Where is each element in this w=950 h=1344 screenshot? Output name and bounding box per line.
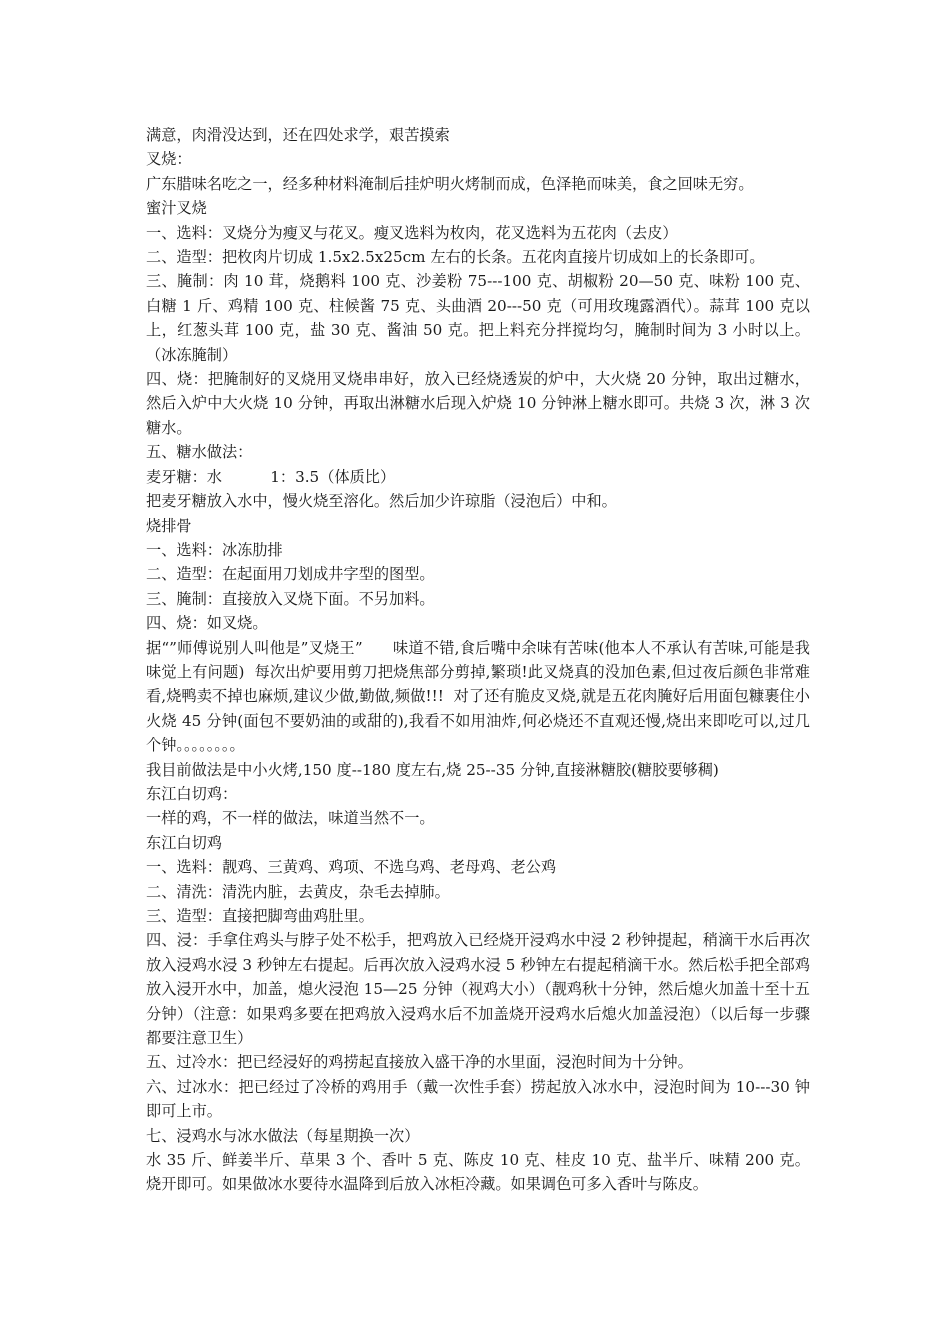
paragraph: 二、造型：在起面用刀划成井字型的图型。: [146, 565, 435, 584]
paragraph: 满意，肉滑没达到，还在四处求学，艰苦摸索: [146, 126, 450, 144]
paragraph: 二、造型：把枚肉片切成 1.5x2.5x25cm 左右的长条。五花肉直接片切成如上的长条即可。: [146, 248, 765, 267]
section-heading-spare-ribs: 烧排骨: [146, 516, 192, 535]
paragraph: 我目前做法是中小火烤,150 度--180 度左右,烧 25--35 分钟,直接淋糖胶(糖胶要够稠): [146, 760, 719, 779]
paragraph: 四、烧：如叉烧。: [146, 614, 268, 633]
section-heading-white-cut-chicken: 东江白切鸡：: [146, 784, 238, 803]
paragraph: 二、清洗：清洗内脏，去黄皮，杂毛去掉肺。: [146, 882, 450, 901]
paragraph: 七、浸鸡水与冰水做法（每星期换一次）: [146, 1126, 420, 1145]
paragraph: 三、腌制：肉 10 茸，烧鹅料 100 克、沙姜粉 75---100 克、胡椒粉 20—50 克、味粉 100 克、白糖 1 斤、鸡精 100 克、柱候酱 75 克、头曲酒 20---50 克（可用玫瑰露酒代）。蒜茸 100 克以上，红葱头茸 100 克，盐 30 克、酱油 50 克。把上料充分拌搅均匀，腌制时间为 3 小时以上。（冰冻腌制）: [146, 272, 810, 364]
paragraph: 一、选料：叉烧分为瘦叉与花叉。瘦叉选料为枚肉，花叉选料为五花肉（去皮）: [146, 223, 678, 242]
paragraph: 三、造型：直接把脚弯曲鸡肚里。: [146, 907, 374, 925]
section-heading-honey-chashao: 蜜汁叉烧: [146, 199, 207, 218]
paragraph: 四、浸：手拿住鸡头与脖子处不松手，把鸡放入已经烧开浸鸡水中浸 2 秒钟提起，稍滴干水后再次放入浸鸡水浸 3 秒钟左右提起。后再次放入浸鸡水浸 5 秒钟左右提起稍滴干水。然后松手把全部鸡放入浸开水中，加盖，熄火浸泡 15—25 分钟（视鸡大小）（靓鸡秋十分钟，然后熄火加盖十至十五分钟）（注意：如果鸡多要在把鸡放入浸鸡水后不加盖烧开浸鸡水后熄火加盖浸泡）（以后每一步骤都要注意卫生）: [146, 931, 810, 1048]
document-body: [146, 123, 810, 1197]
paragraph: 广东腊味名吃之一，经多种材料淹制后挂炉明火烤制而成，色泽艳而味美，食之回味无穷。: [146, 174, 754, 193]
paragraph: 四、烧：把腌制好的叉烧用叉烧串串好，放入已经烧透炭的炉中，大火烧 20 分钟，取出过糖水，然后入炉中大火烧 10 分钟，再取出淋糖水后现入炉烧 10 分钟淋上糖水即可。共烧 3 次，淋 3 次糖水。: [146, 370, 810, 437]
paragraph: 三、腌制：直接放入叉烧下面。不另加料。: [146, 589, 435, 608]
section-heading-chashao: 叉烧：: [146, 150, 192, 169]
paragraph: 把麦牙糖放入水中，慢火烧至溶化。然后加少许琼脂（浸泡后）中和。: [146, 492, 617, 511]
paragraph: 一、选料：冰冻肋排: [146, 540, 283, 559]
paragraph: 水 35 斤、鲜姜半斤、草果 3 个、香叶 5 克、陈皮 10 克、桂皮 10 克、盐半斤、味精 200 克。烧开即可。如果做冰水要待水温降到后放入冰柜冷藏。如果调色可多入香叶与陈皮。: [146, 1151, 810, 1194]
paragraph: 麦牙糖：水 1：3.5（体质比）: [146, 467, 396, 486]
paragraph: 一、选料：靓鸡、三黄鸡、鸡项、不选乌鸡、老母鸡、老公鸡: [146, 858, 557, 877]
section-heading-white-cut-chicken-recipe: 东江白切鸡: [146, 833, 222, 852]
paragraph: 据“”师傅说别人叫他是”叉烧王” 味道不错,食后嘴中余味有苦味(他本人不承认有苦味,可能是我味觉上有问题) 每次出炉要用剪刀把烧焦部分剪掉,繁琐!此叉烧真的没加色素,但过夜后颜色非常难看,烧鸭卖不掉也麻烦,建议少做,勤做,频做!!! 对了还有脆皮叉烧,就是五花肉腌好后用面包糠裹住小火烧 45 分钟(面包不要奶油的或甜的),我看不如用油炸,何必烧还不直观还慢,烧出来即吃可以,过几个钟。。。。。。。。: [146, 638, 810, 755]
paragraph: 五、过冷水：把已经浸好的鸡捞起直接放入盛干净的水里面，浸泡时间为十分钟。: [146, 1053, 693, 1072]
paragraph: 一样的鸡，不一样的做法，味道当然不一。: [146, 809, 435, 828]
paragraph: 六、过冰水：把已经过了冷桥的鸡用手（戴一次性手套）捞起放入冰水中，浸泡时间为 10---30 钟即可上市。: [146, 1077, 810, 1121]
paragraph: 五、糖水做法：: [146, 443, 253, 462]
